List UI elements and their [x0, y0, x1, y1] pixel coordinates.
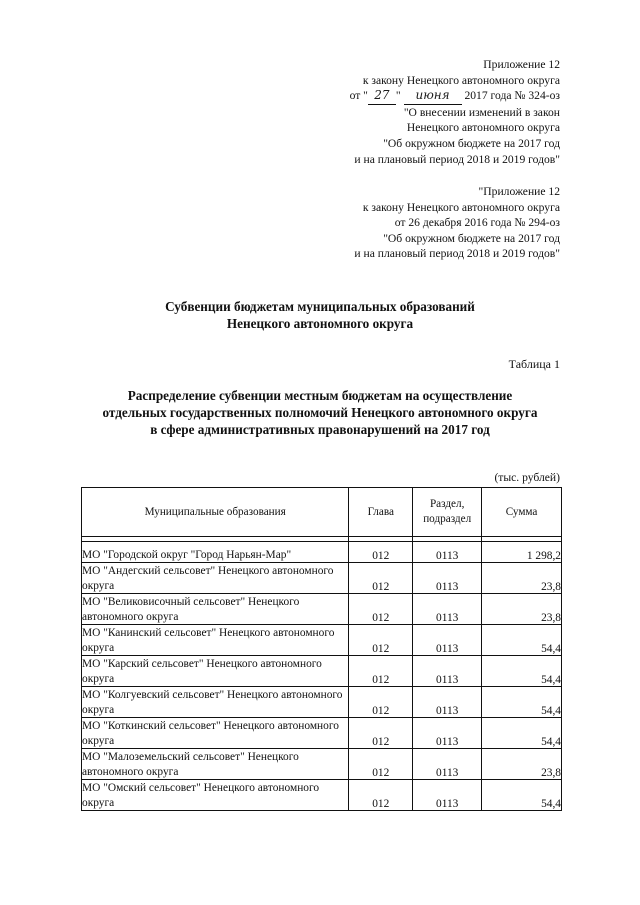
- cell-municipality: МО "Андегский сельсовет" Ненецкого автономного округа: [82, 563, 349, 594]
- cell-chapter: 012: [349, 542, 413, 563]
- table-row: [82, 542, 562, 563]
- header-section: [413, 488, 482, 537]
- table-title-line: отдельных государственных полномочий Ненецкого автономного округа: [102, 405, 538, 420]
- cell-municipality: МО "Коткинский сельсовет" Ненецкого автономного округа: [82, 718, 349, 749]
- appendix-line: от 26 декабря 2016 года № 294-оз: [394, 216, 560, 230]
- cell-chapter: 012: [349, 625, 413, 656]
- cell-municipality: МО "Омский сельсовет" Ненецкого автономного округа: [82, 780, 349, 811]
- cell-municipality: МО "Колгуевский сельсовет" Ненецкого автономного округа: [82, 687, 349, 718]
- table-row: [82, 656, 562, 687]
- appendix-line: к закону Ненецкого автономного округа: [362, 200, 560, 214]
- cell-chapter: 012: [349, 718, 413, 749]
- table-row: [82, 563, 562, 594]
- cell-section: 0113: [413, 718, 482, 749]
- handwritten-day: 27: [368, 88, 396, 105]
- table-title-line: Распределение субвенции местным бюджетам на осуществление: [127, 388, 513, 403]
- cell-section: 0113: [413, 625, 482, 656]
- table-row: [82, 780, 562, 811]
- appendix-date-line: [350, 88, 560, 105]
- cell-sum: 23,8: [482, 563, 562, 594]
- cell-section: 0113: [413, 563, 482, 594]
- cell-sum: 54,4: [482, 625, 562, 656]
- cell-section: 0113: [413, 542, 482, 563]
- date-prefix: от ": [349, 89, 368, 103]
- cell-chapter: 012: [349, 749, 413, 780]
- table-title-line: в сфере административных правонарушений на 2017 год: [150, 422, 490, 437]
- handwritten-month: июня: [404, 88, 462, 105]
- appendix-line: и на плановый период 2018 и 2019 годов": [354, 247, 560, 261]
- appendix-current: [350, 57, 560, 167]
- cell-chapter: 012: [349, 563, 413, 594]
- table-row: [82, 625, 562, 656]
- cell-sum: 54,4: [482, 780, 562, 811]
- subvention-table: [81, 487, 562, 811]
- appendix-line: и на плановый период 2018 и 2019 годов": [354, 152, 560, 166]
- table-row: [82, 749, 562, 780]
- cell-section: 0113: [413, 656, 482, 687]
- cell-sum: 1 298,2: [482, 542, 562, 563]
- appendix-line: "Приложение 12: [478, 185, 560, 198]
- header-chapter: Глава: [349, 488, 413, 537]
- header-section-line1: Раздел,: [429, 498, 465, 510]
- cell-section: 0113: [413, 594, 482, 625]
- appendix-line: "Об окружном бюджете на 2017 год: [383, 231, 560, 245]
- cell-municipality: МО "Канинский сельсовет" Ненецкого автономного округа: [82, 625, 349, 656]
- cell-sum: 54,4: [482, 687, 562, 718]
- cell-municipality: МО "Городской округ "Город Нарьян-Мар": [82, 542, 349, 563]
- cell-municipality: МО "Карский сельсовет" Ненецкого автономного округа: [82, 656, 349, 687]
- main-title-line: Ненецкого автономного округа: [226, 316, 414, 331]
- unit-label: (тыс. рублей): [494, 471, 560, 484]
- table-row: [82, 594, 562, 625]
- appendix-line: Ненецкого автономного округа: [406, 121, 560, 135]
- header-name: Муниципальные образования: [82, 488, 349, 537]
- cell-chapter: 012: [349, 780, 413, 811]
- cell-chapter: 012: [349, 594, 413, 625]
- main-title: [0, 298, 640, 332]
- appendix-line: "О внесении изменений в закон: [403, 105, 560, 119]
- appendix-line: "Об окружном бюджете на 2017 год: [383, 136, 560, 150]
- cell-section: 0113: [413, 780, 482, 811]
- cell-municipality: МО "Малоземельский сельсовет" Ненецкого автономного округа: [82, 749, 349, 780]
- table-row: [82, 718, 562, 749]
- table-number-label: Таблица 1: [508, 357, 560, 371]
- appendix-line: к закону Ненецкого автономного округа: [362, 73, 560, 87]
- cell-chapter: 012: [349, 656, 413, 687]
- header-sum: Сумма: [482, 488, 562, 537]
- table-title: [0, 387, 640, 438]
- appendix-line: Приложение 12: [483, 58, 560, 71]
- cell-municipality: МО "Великовисочный сельсовет" Ненецкого автономного округа: [82, 594, 349, 625]
- cell-section: 0113: [413, 687, 482, 718]
- main-title-line: Субвенции бюджетам муниципальных образований: [165, 299, 475, 314]
- cell-chapter: 012: [349, 687, 413, 718]
- table-body: [82, 542, 562, 811]
- table-header-row: [82, 488, 562, 537]
- cell-sum: 23,8: [482, 594, 562, 625]
- cell-section: 0113: [413, 749, 482, 780]
- date-mid: ": [395, 89, 401, 103]
- appendix-original: [354, 184, 560, 262]
- cell-sum: 54,4: [482, 656, 562, 687]
- cell-sum: 23,8: [482, 749, 562, 780]
- date-suffix: 2017 года № 324-оз: [464, 89, 560, 103]
- table-row: [82, 687, 562, 718]
- header-section-line2: подраздел: [423, 513, 472, 525]
- cell-sum: 54,4: [482, 718, 562, 749]
